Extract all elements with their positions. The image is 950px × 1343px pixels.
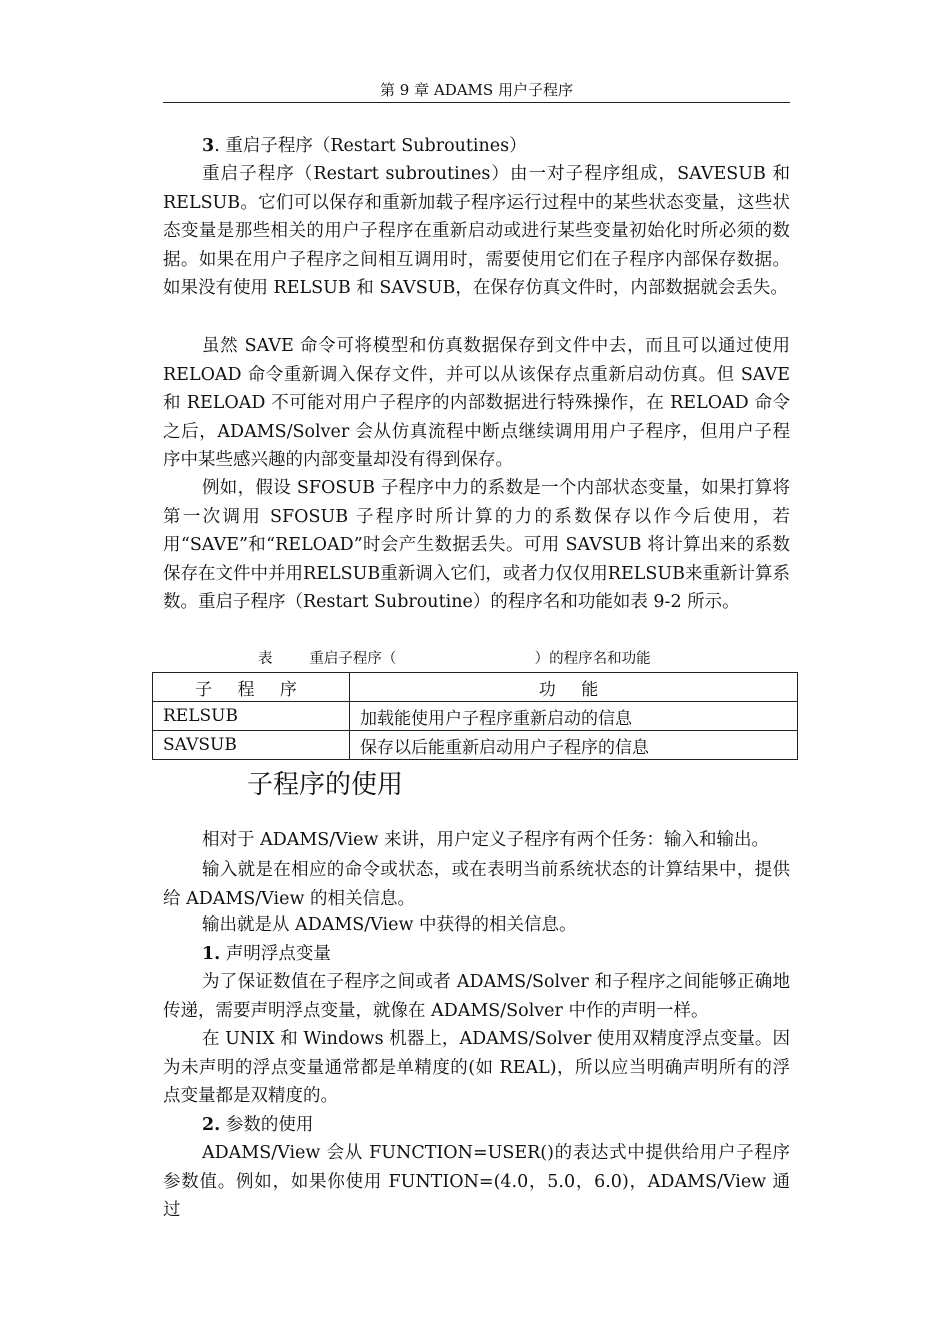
table-header-cell: 子 程 序	[153, 673, 350, 702]
section-3-heading	[163, 132, 790, 161]
subsection-2-title: 参数的使用	[220, 1115, 314, 1135]
table-cell: 加载能使用户子程序重新启动的信息	[350, 702, 798, 731]
paragraph-7: 为了保证数值在子程序之间或者 ADAMS/Solver 和子程序之间能够正确地传递，需要声明浮点变量，就像在 ADAMS/Solver 中作的声明一样。	[163, 972, 790, 1021]
subsection-1-heading	[163, 940, 790, 969]
table-header-row	[153, 673, 798, 702]
paragraph-4: 相对于 ADAMS/View 来讲，用户定义子程序有两个任务：输入和输出。	[202, 830, 769, 850]
paragraph-2: 虽然 SAVE 命令可将模型和仿真数据保存到文件中去，而且可以通过使用 RELOAD 命令重新调入保存文件，并可以从该保存点重新启动仿真。但 SAVE 和 RELOAD 不可能对用户子程序的内部数据进行特殊操作，在 RELOAD 命令之后，ADAMS/Solver 会从仿真流程中断点继续调用用户子程序，但用户子程序中某些感兴趣的内部变量却没有得到保存。	[163, 336, 790, 470]
restart-subroutine-table	[152, 672, 798, 760]
table-row	[153, 731, 798, 760]
table-header-cell: 功 能	[350, 673, 798, 702]
section-3-title: . 重启子程序（Restart Subroutines）	[214, 136, 527, 156]
page-header: 第 9 章 ADAMS 用户子程序	[163, 80, 790, 103]
paragraph-5: 输入就是在相应的命令或状态，或在表明当前系统状态的计算结果中，提供给 ADAMS/View 的相关信息。	[163, 860, 790, 909]
subsection-1-number: 1.	[202, 944, 221, 964]
paragraph-9: ADAMS/View 会从 FUNCTION=USER()的表达式中提供给用户子程序参数值。例如，如果你使用 FUNTION=(4.0，5.0，6.0)，ADAMS/View 通过	[163, 1143, 790, 1220]
table-caption: 表 重启子程序（ ）的程序名和功能	[258, 651, 651, 667]
paragraph-3: 例如，假设 SFOSUB 子程序中力的系数是一个内部状态变量，如果打算将第一次调用 SFOSUB 子程序时所计算的力的系数保存以作今后使用，若用“SAVE”和“RELOAD”时会产生数据丢失。可用 SAVSUB 将计算出来的系数保存在文件中并用RELSUB重新调入它们，或者力仅仅用RELSUB来重新计算系数。重启子程序（Restart Subroutine）的程序名和功能如表 9-2 所示。	[163, 478, 790, 612]
table-cell: SAVSUB	[153, 731, 350, 760]
subsection-2-heading	[163, 1111, 790, 1140]
subsection-2-number: 2.	[202, 1115, 221, 1135]
paragraph-8: 在 UNIX 和 Windows 机器上，ADAMS/Solver 使用双精度浮点变量。因为未声明的浮点变量通常都是单精度的(如 REAL)，所以应当明确声明所有的浮点变量都是双精度的。	[163, 1029, 790, 1106]
paragraph-6: 输出就是从 ADAMS/View 中获得的相关信息。	[202, 915, 577, 935]
section-3-number: 3	[202, 136, 215, 156]
table-cell: 保存以后能重新启动用户子程序的信息	[350, 731, 798, 760]
section-title: 子程序的使用	[247, 770, 404, 800]
table-row	[153, 702, 798, 731]
paragraph-1: 重启子程序（Restart subroutines）由一对子程序组成，SAVESUB 和 RELSUB。它们可以保存和重新加载子程序运行过程中的某些状态变量，这些状态变量是那些相关的用户子程序在重新启动或进行某些变量初始化时所必须的数据。如果在用户子程序之间相互调用时，需要使用它们在子程序内部保存数据。如果没有使用 RELSUB 和 SAVSUB，在保存仿真文件时，内部数据就会丢失。	[163, 164, 790, 298]
subsection-1-title: 声明浮点变量	[220, 944, 331, 964]
table-cell: RELSUB	[153, 702, 350, 731]
